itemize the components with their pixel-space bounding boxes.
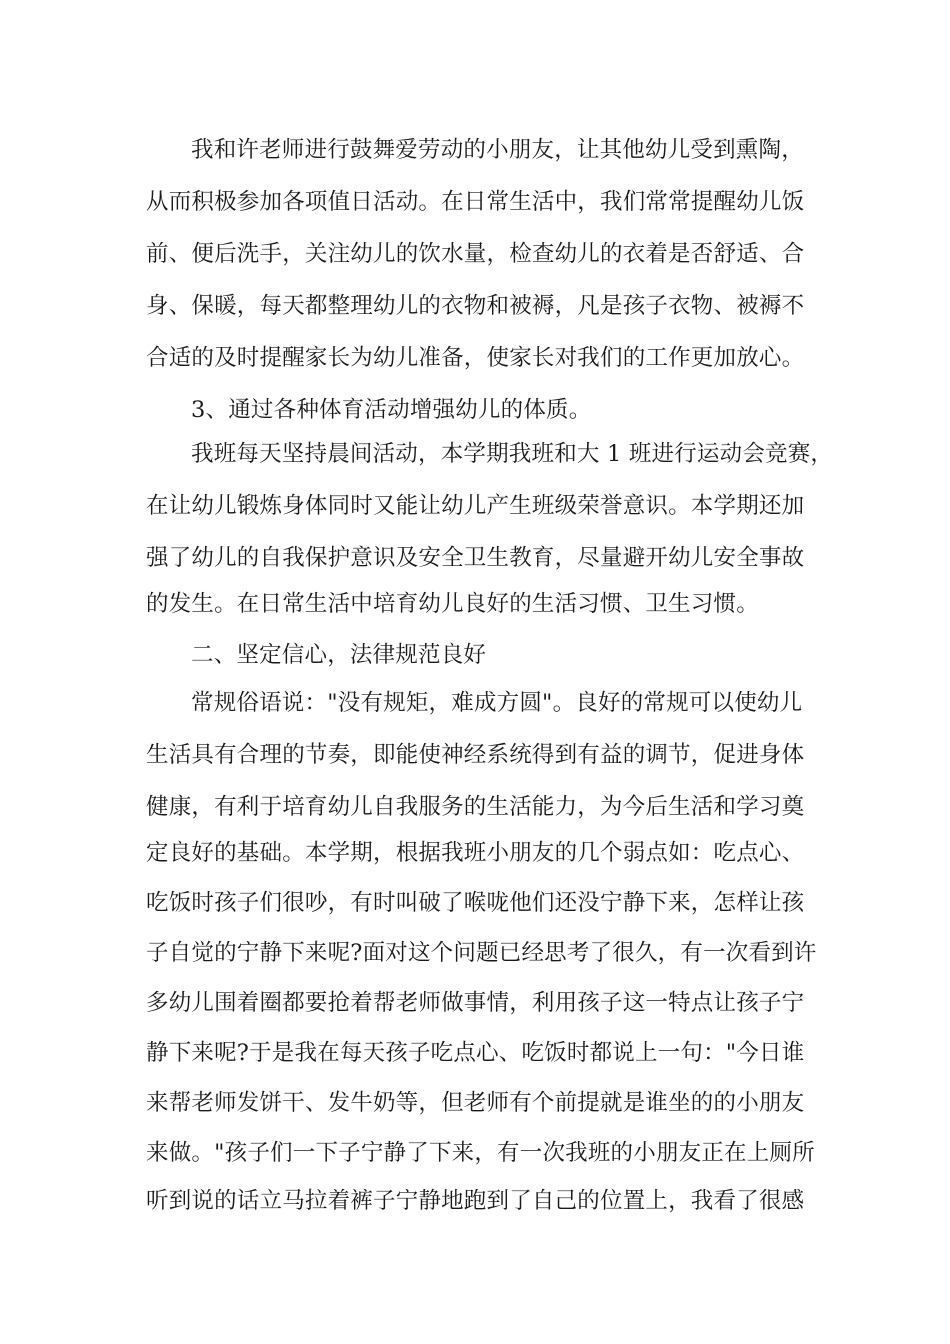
paragraph-line: 我和许老师进行鼓舞爱劳动的小朋友，让其他幼儿受到熏陶，: [191, 137, 804, 163]
paragraph-line: 吃饭时孩子们很吵，有时叫破了喉咙他们还没宁静下来，怎样让孩: [146, 890, 805, 916]
paragraph-line: 来做。"孩子们一下子宁静了下来，有一次我班的小朋友正在上厕所: [146, 1140, 815, 1166]
paragraph-line: 常规俗语说："没有规矩，难成方圆"。良好的常规可以使幼儿: [191, 690, 803, 716]
paragraph-line: 我班每天坚持晨间活动，本学期我班和大 1 班进行运动会竞赛，: [191, 441, 834, 467]
section-heading: 二、坚定信心，法律规范良好: [191, 642, 487, 668]
paragraph-line: 的发生。在日常生活中培育幼儿良好的生活习惯、卫生习惯。: [146, 591, 759, 617]
section-heading: 3、通过各种体育活动增强幼儿的体质。: [191, 397, 592, 423]
paragraph-line: 健康，有利于培育幼儿自我服务的生活能力，为今后生活和学习奠: [146, 794, 805, 820]
paragraph-line: 身、保暖，每天都整理幼儿的衣物和被褥，凡是孩子衣物、被褥不: [146, 293, 805, 319]
paragraph-line: 定良好的基础。本学期，根据我班小朋友的几个弱点如：吃点心、: [146, 840, 805, 866]
paragraph-line: 多幼儿围着圈都要抢着帮老师做事情，利用孩子这一特点让孩子宁: [146, 990, 805, 1016]
paragraph-line: 从而积极参加各项值日活动。在日常生活中，我们常常提醒幼儿饭: [146, 189, 805, 215]
paragraph-line: 强了幼儿的自我保护意识及安全卫生教育，尽量避开幼儿安全事故: [146, 545, 805, 571]
paragraph-line: 生活具有合理的节奏，即能使神经系统得到有益的调节，促进身体: [146, 742, 805, 768]
paragraph-line: 听到说的话立马拉着裤子宁静地跑到了自己的位置上，我看了很感: [146, 1188, 805, 1214]
paragraph-line: 子自觉的宁静下来呢?面对这个问题已经思考了很久，有一次看到许: [146, 940, 817, 966]
paragraph-line: 合适的及时提醒家长为幼儿准备，使家长对我们的工作更加放心。: [146, 345, 805, 371]
paragraph-line: 前、便后洗手，关注幼儿的饮水量，检查幼儿的衣着是否舒适、合: [146, 241, 805, 267]
paragraph-line: 来帮老师发饼干、发牛奶等，但老师有个前提就是谁坐的的小朋友: [146, 1090, 805, 1116]
paragraph-line: 静下来呢?于是我在每天孩子吃点心、吃饭时都说上一句："今日谁: [146, 1040, 805, 1066]
paragraph-line: 在让幼儿锻炼身体同时又能让幼儿产生班级荣誉意识。本学期还加: [146, 493, 805, 519]
